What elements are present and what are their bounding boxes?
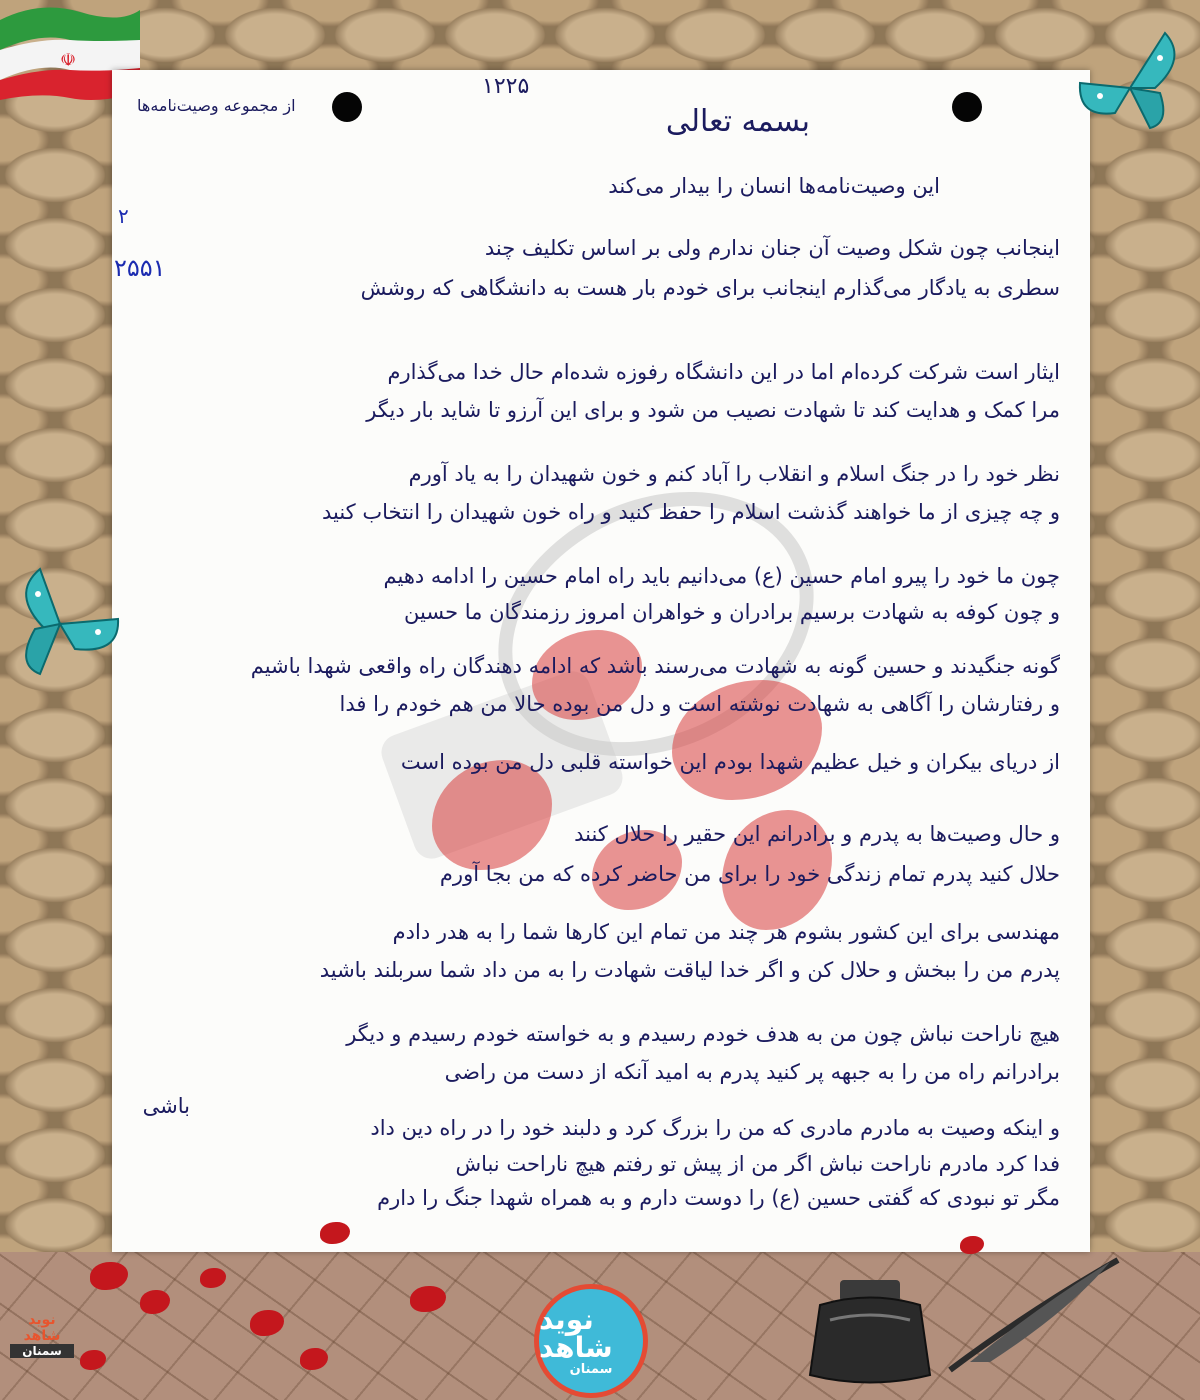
svg-text:☫: ☫ [60, 50, 77, 71]
testament-paper [112, 70, 1090, 1252]
brand-logo [10, 1312, 74, 1358]
header-left-note: از مجموعه وصیت‌نامه‌ها [137, 96, 296, 115]
seal-sub: سمنان [569, 1361, 613, 1377]
document-number: ۱۲۲۵ [482, 74, 530, 99]
testament-line: پدرم من را ببخش و حلال کن و اگر خدا لیاقت شهادت را به من داد شما سربلند باشید [319, 958, 1060, 982]
testament-line: برادرانم راه من را به جبهه پر کنید پدرم به امید آنکه از دست من راضی [444, 1060, 1060, 1084]
testament-line: و اینکه وصیت به مادرم مادری که من را بزرگ کرد و دلبند خود را در راه دین داد [370, 1116, 1060, 1140]
testament-line: مرا کمک و هدایت کند تا شهادت نصیب من شود و برای این آرزو تا شاید بار دیگر [366, 398, 1060, 422]
testament-line: ایثار است شرکت کرده‌ام اما در این دانشگاه رفوزه شده‌ام حال خدا می‌گذارم [387, 360, 1060, 384]
testament-line: نظر خود را در جنگ اسلام و انقلاب را آباد کنم و خون شهیدان را به یاد آورم [408, 462, 1060, 486]
testament-line: باشی [142, 1094, 190, 1118]
testament-line: هیچ ناراحت نباش چون من به هدف خودم رسیدم و به خواسته خودم رسیدم و دیگر [346, 1022, 1060, 1046]
navid-shahed-seal [534, 1284, 648, 1398]
inkwell-quill-icon [800, 1250, 1120, 1390]
testament-line: سطری به یادگار می‌گذارم اینجانب برای خودم بار هست به دانشگاهی که روشش [360, 276, 1060, 300]
butterfly-icon [0, 564, 125, 679]
butterfly-icon [1070, 28, 1190, 138]
brand-sub: سمنان [10, 1344, 74, 1358]
testament-line: و حال وصیت‌ها به پدرم و برادرانم این حقیر را حلال کنند [574, 822, 1060, 846]
side-number: ۲۵۵۱ [114, 254, 166, 282]
seal-name: نوید شاهد [539, 1302, 613, 1364]
side-mark: ۲ [118, 204, 129, 228]
testament-line: مگر تو نبودی که گفتی حسین (ع) را دوست دارم و به همراه شهدا جنگ را دارم [377, 1186, 1060, 1210]
punch-hole [952, 92, 982, 122]
brand-name: نوید شاهد [23, 1312, 61, 1344]
testament-line: و رفتارشان را آگاهی به شهادت نوشته است و دل من بوده حالا من هم خودم را فدا [339, 692, 1060, 716]
testament-line: و چه چیزی از ما خواهند گذشت اسلام را حفظ کنید و راه خون شهیدان را انتخاب کنید [321, 500, 1060, 524]
testament-line: گونه جنگیدند و حسین گونه به شهادت می‌رسند باشد که ادامه دهندگان راه واقعی شهدا باشیم [250, 654, 1060, 678]
testament-line: این وصیت‌نامه‌ها انسان را بیدار می‌کند [608, 174, 940, 198]
testament-line: و چون کوفه به شهادت برسیم برادران و خواهران امروز رزمندگان ما حسین [404, 600, 1060, 624]
testament-line: اینجانب چون شکل وصیت آن جنان ندارم ولی بر اساس تکلیف چند [484, 236, 1060, 260]
document-title: بسمه تعالی [665, 104, 810, 139]
punch-hole [332, 92, 362, 122]
testament-line: مهندسی برای این کشور بشوم هر چند من تمام این کارها شما را به هدر دادم [392, 920, 1060, 944]
testament-line: از دریای بیکران و خیل عظیم شهدا بودم این خواسته قلبی دل من بوده است [400, 750, 1060, 774]
testament-line: چون ما خود را پیرو امام حسین (ع) می‌دانیم باید راه امام حسین را ادامه دهیم [383, 564, 1060, 588]
testament-line: فدا کرد مادرم ناراحت نباش اگر من از پیش تو رفتم هیچ ناراحت نباش [455, 1152, 1060, 1176]
testament-line: حلال کنید پدرم تمام زندگی خود را برای من حاضر کرده که من بجا آورم [439, 862, 1060, 886]
